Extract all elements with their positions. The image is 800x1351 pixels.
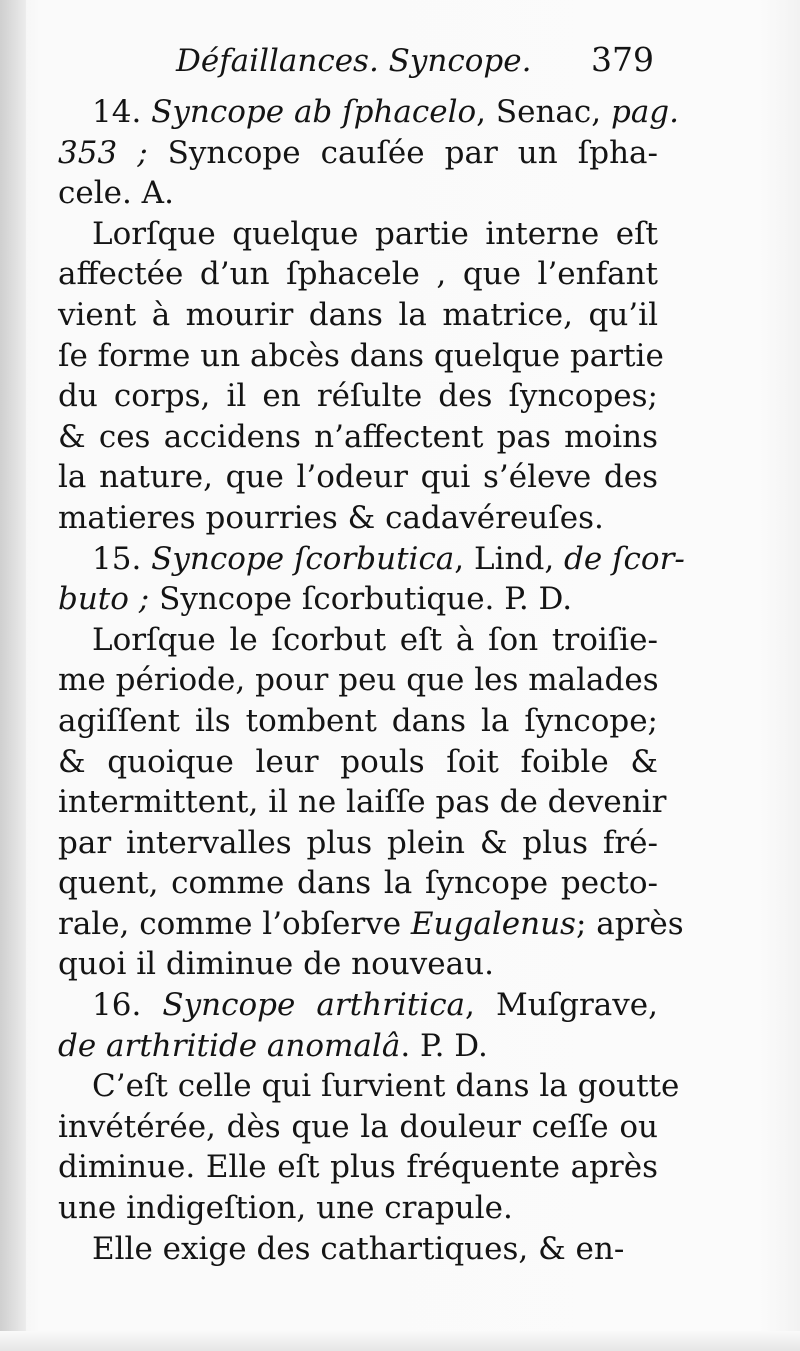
text-line (58, 782, 667, 823)
text-line (58, 1107, 658, 1148)
body-text (58, 92, 685, 1269)
italic-run: Syncope ab ſphacelo (151, 94, 477, 130)
text-line (58, 904, 684, 945)
paragraph (58, 214, 664, 539)
numbered-entry (58, 985, 658, 1066)
text-line (58, 1229, 658, 1270)
text-line (58, 336, 664, 377)
roman-run: par intervalles plus plein & plus fré- (58, 824, 658, 861)
roman-run: & quoique leur pouls ſoit foible & (58, 743, 658, 780)
text-block (58, 40, 685, 1269)
roman-run: ; après (575, 905, 684, 942)
page-gutter-shadow (0, 0, 26, 1351)
text-line (58, 620, 658, 661)
text-line (58, 214, 658, 255)
text-line (58, 254, 658, 295)
roman-run: rale, comme l’obſerve (58, 905, 411, 942)
text-line (58, 742, 658, 783)
paragraph (58, 1229, 658, 1270)
text-line (58, 579, 658, 620)
text-line (58, 539, 685, 580)
roman-run: quoi il diminue de nouveau. (58, 946, 494, 983)
roman-run: 14. (92, 94, 152, 130)
numbered-entry (58, 539, 685, 620)
italic-run: Syncope arthritica (162, 987, 466, 1024)
text-line (58, 1026, 658, 1067)
text-line (58, 295, 658, 336)
roman-run: Syncope ſcorbutique. P. D. (159, 581, 573, 618)
running-head-title: Défaillances. Syncope. (176, 43, 532, 79)
numbered-entry (58, 92, 680, 214)
roman-run: Lorſque quelque partie interne eſt (92, 215, 658, 252)
roman-run: affectée d’un ſphacele , que l’enfant (58, 256, 658, 293)
roman-run: C’eſt celle qui ſurvient dans la goutte (92, 1068, 680, 1105)
italic-run: de arthritide anomalâ (58, 1027, 401, 1064)
roman-run: Lorſque le ſcorbut eſt à ſon troiſie- (92, 621, 658, 658)
text-line (58, 1147, 658, 1188)
page-number: 379 (591, 40, 654, 79)
text-line (58, 863, 658, 904)
roman-run: & ces accidens n’affectent pas moins (58, 418, 658, 455)
paragraph (58, 1066, 680, 1228)
roman-run: diminue. Elle eſt plus fréquente après (58, 1149, 658, 1186)
roman-run: intermittent, il ne laiſſe pas de devenir (58, 784, 667, 821)
text-line (58, 498, 658, 539)
text-line (58, 701, 658, 742)
roman-run: . P. D. (400, 1027, 488, 1064)
roman-run: matieres pourries & cadavéreuſes. (58, 499, 604, 536)
roman-run: Elle exige des cathartiques, & en- (92, 1230, 625, 1267)
text-line (58, 457, 658, 498)
roman-run: agiſſent ils tombent dans la ſyncope; (58, 702, 658, 739)
roman-run: cele. A. (58, 175, 174, 212)
roman-run: Syncope cauſée par un ſpha- (167, 134, 658, 171)
roman-run: du corps, il en réſulte des ſyncopes; (58, 378, 658, 415)
roman-run: 15. (92, 540, 152, 577)
text-line (58, 823, 658, 864)
italic-run: Syncope ſcorbutica (151, 540, 455, 577)
roman-run: 16. (92, 987, 163, 1024)
italic-run: pag. (610, 94, 680, 130)
page-bottom-edge (0, 1331, 800, 1351)
text-line (58, 985, 658, 1026)
running-head (58, 40, 658, 90)
roman-run: quent, comme dans la ſyncope pecto- (58, 865, 658, 902)
italic-run: 353 ; (58, 134, 168, 171)
text-line (58, 376, 658, 417)
text-line (58, 1066, 680, 1107)
italic-run: buto ; (58, 581, 160, 618)
italic-run: de ſcor- (564, 540, 685, 577)
roman-run: ſe forme un abcès dans quelque partie (58, 337, 664, 374)
text-line (58, 92, 680, 133)
roman-run: , Muſgrave, (465, 987, 659, 1024)
roman-run: la nature, que l’odeur qui s’éleve des (58, 459, 658, 496)
text-line (58, 660, 658, 701)
roman-run: invétérée, dès que la douleur ceſſe ou (58, 1108, 658, 1145)
text-line (58, 417, 658, 458)
text-line (58, 944, 658, 985)
roman-run: , Lind, (454, 540, 565, 577)
roman-run: une indigeſtion, une crapule. (58, 1190, 513, 1227)
roman-run: vient à mourir dans la matrice, qu’il (58, 296, 658, 333)
paragraph (58, 620, 684, 985)
roman-run: me période, pour peu que les malades (58, 662, 659, 699)
roman-run: , Senac, (476, 94, 611, 130)
text-line (58, 133, 658, 174)
italic-run: Eugalenus (410, 905, 576, 942)
text-line (58, 1188, 658, 1229)
text-line (58, 173, 658, 214)
